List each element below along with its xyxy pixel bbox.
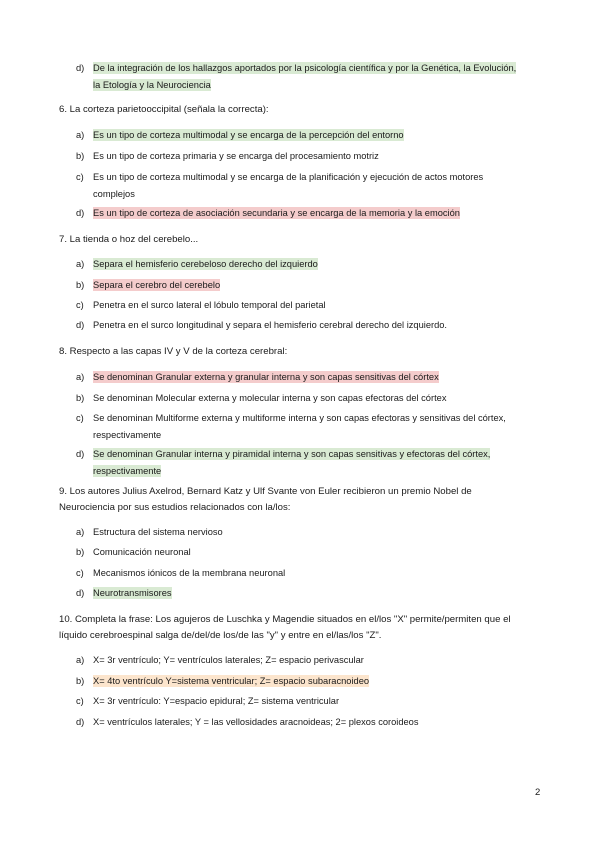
q10-option-a [76,652,526,669]
option-text: Es un tipo de corteza primaria y se encarga del procesamiento motriz [93,151,379,161]
q7-option-b [76,277,526,294]
q5-option-d [76,60,526,93]
q10-option-c [76,693,526,710]
option-text: Se denominan Molecular externa y molecular interna y son capas efectoras del córtex [93,393,447,403]
q8-option-b [76,390,526,407]
option-text: Es un tipo de corteza de asociación secundaria y se encarga de la memoria y la emoción [93,208,460,218]
q6-option-d [76,205,526,222]
option-text: Es un tipo de corteza multimodal y se encarga de la planificación y ejecución de actos motores complejos [93,172,484,199]
option-letter: c) [76,696,84,706]
option-text: De la integración de los hallazgos aportados por la psicología científica y por la Genética, la Evolución, la Etología y la Neurociencia [93,63,517,90]
option-letter: d) [76,208,85,218]
option-text: Penetra en el surco longitudinal y separa el hemisferio cerebral derecho del izquierdo. [93,320,448,330]
option-text: Se denominan Granular externa y granular interna y son capas sensitivas del córtex [93,372,439,382]
option-text: Es un tipo de corteza multimodal y se encarga de la percepción del entorno [93,130,404,140]
q8-option-c [76,410,526,443]
q10-option-b [76,673,526,690]
option-letter: d) [76,320,85,330]
option-letter: d) [76,588,85,598]
option-letter: a) [76,372,85,382]
q6-option-a [76,127,526,144]
option-text: Separa el hemisferio cerebeloso derecho del izquierdo [93,259,318,269]
option-letter: a) [76,130,85,140]
option-text: Penetra en el surco lateral el lóbulo temporal del parietal [93,300,326,310]
option-letter: b) [76,151,85,161]
q6-option-c [76,169,526,202]
option-text: Mecanismos iónicos de la membrana neuronal [93,568,286,578]
option-text: X= ventrículos laterales; Y = las vellosidades aracnoideas; 2= plexos coroideos [93,717,419,727]
q9-option-d [76,585,526,602]
option-letter: d) [76,717,85,727]
q7-option-a [76,256,526,273]
q7-option-c [76,297,526,314]
option-letter: d) [76,63,85,73]
option-text: Se denominan Multiforme externa y multiforme interna y son capas efectoras y sensitivas del córtex, respectivamente [93,413,506,440]
option-text: Se denominan Granular interna y piramidal interna y son capas sensitivas y efectoras del córtex, respectivamente [93,449,491,476]
question-6: 6. La corteza parietooccipital (señala la correcta): [59,104,269,115]
question-10: 10. Completa la frase: Los agujeros de Luschka y Magendie situados en el/los "X" permite/permiten que el líquido cerebroespinal salga de/del/de los/de las "y" y entre en el/las/los "Z". [59,614,511,641]
option-letter: a) [76,259,85,269]
q9-option-c [76,565,526,582]
q9-option-a [76,524,526,541]
option-letter: b) [76,393,85,403]
option-letter: c) [76,568,84,578]
question-8: 8. Respecto a las capas IV y V de la corteza cerebral: [59,346,288,357]
option-letter: b) [76,547,85,557]
q7-option-d [76,317,526,334]
page-number: 2 [535,787,541,798]
option-text: X= 4to ventrículo Y=sistema ventricular; Z= espacio subaracnoideo [93,676,370,686]
option-letter: c) [76,300,84,310]
option-letter: b) [76,676,85,686]
question-7: 7. La tienda o hoz del cerebelo... [59,234,199,245]
option-text: X= 3r ventrículo; Y= ventrículos laterales; Z= espacio perivascular [93,655,364,665]
option-text: Neurotransmisores [93,588,172,598]
option-text: X= 3r ventrículo: Y=espacio epidural; Z= sistema ventricular [93,696,340,706]
option-letter: d) [76,449,85,459]
q9-option-b [76,544,526,561]
q10-option-d [76,714,526,731]
q8-option-a [76,369,526,386]
option-letter: a) [76,655,85,665]
option-text: Comunicación neuronal [93,547,191,557]
q8-option-d [76,446,526,479]
option-letter: b) [76,280,85,290]
option-letter: c) [76,172,84,182]
option-letter: a) [76,527,85,537]
question-9: 9. Los autores Julius Axelrod, Bernard Katz y Ulf Svante von Euler recibieron un premio Nobel de Neurociencia por sus estudios relacionados con la/los: [59,486,472,513]
option-text: Estructura del sistema nervioso [93,527,223,537]
option-text: Separa el cerebro del cerebelo [93,280,221,290]
option-letter: c) [76,413,84,423]
q6-option-b [76,148,526,165]
